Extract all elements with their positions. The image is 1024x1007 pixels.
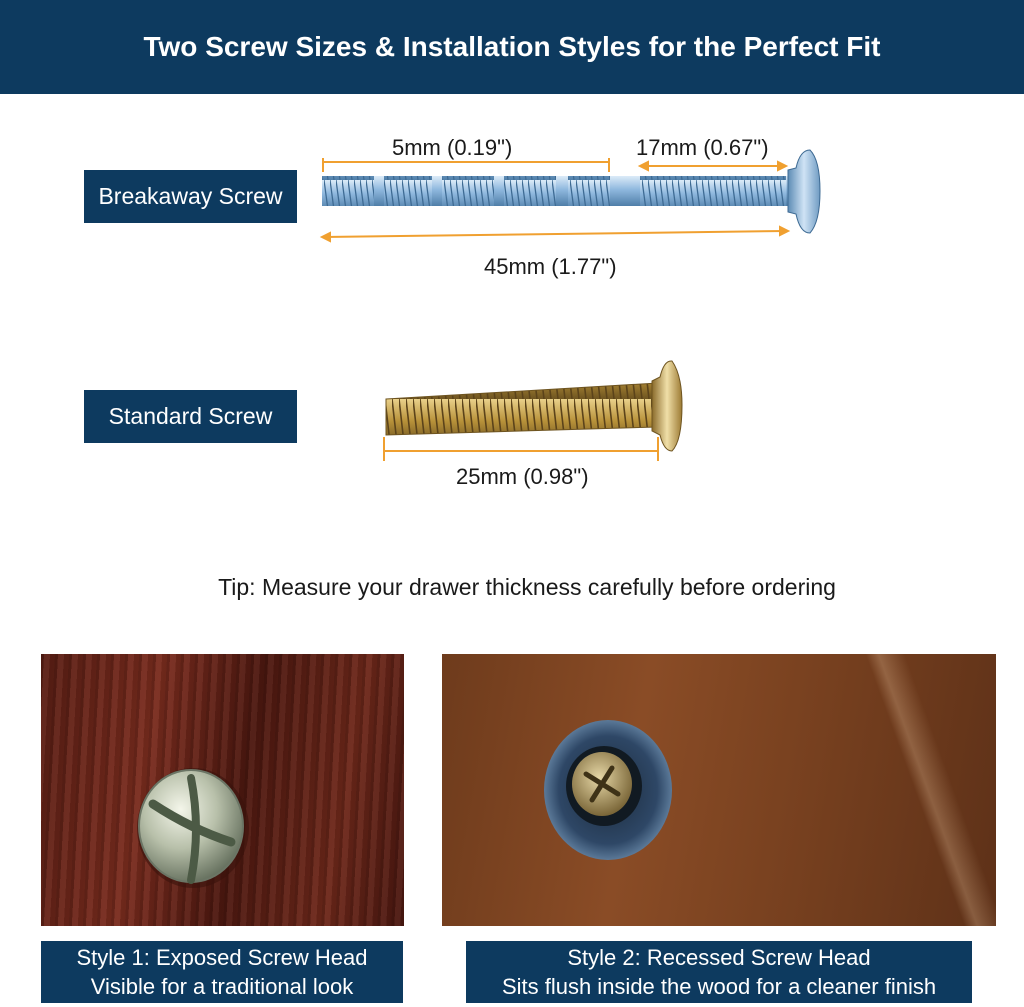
recessed-screw-head-icon bbox=[442, 654, 996, 926]
standard-screw-shaft bbox=[386, 383, 658, 435]
style-2-title: Style 2: Recessed Screw Head bbox=[567, 945, 871, 970]
style-1-title: Style 1: Exposed Screw Head bbox=[76, 945, 368, 970]
breakaway-total-dimension-arrow bbox=[322, 227, 788, 241]
exposed-head-photo bbox=[41, 654, 404, 926]
segment-measure-text: 5mm (0.19") bbox=[392, 135, 513, 160]
style-2-caption bbox=[466, 941, 972, 1003]
breakaway-total-measure-text: 45mm (1.77") bbox=[484, 254, 617, 279]
breakaway-label-text: Breakaway Screw bbox=[98, 183, 283, 209]
page-title: Two Screw Sizes & Installation Styles for the Perfect Fit bbox=[143, 31, 881, 62]
standard-label-text: Standard Screw bbox=[108, 403, 273, 429]
style-1-caption bbox=[41, 941, 403, 1003]
style-2-description: Sits flush inside the wood for a cleaner finish bbox=[501, 974, 937, 999]
breakaway-screw-head bbox=[788, 150, 820, 233]
exposed-screw-head-icon bbox=[41, 654, 404, 926]
segment-dimension-line bbox=[323, 158, 609, 172]
standard-screw-head bbox=[652, 361, 682, 451]
standard-dimension-line bbox=[384, 437, 658, 461]
recessed-head-photo bbox=[442, 654, 996, 926]
breakaway-thread-segments bbox=[322, 176, 786, 206]
standard-screw-illustration bbox=[0, 355, 1024, 475]
head-measure-text: 17mm (0.67") bbox=[636, 135, 769, 160]
style-1-description: Visible for a traditional look bbox=[90, 974, 354, 999]
tip-text: Tip: Measure your drawer thickness carefully before ordering bbox=[218, 574, 836, 600]
standard-total-measure-text: 25mm (0.98") bbox=[456, 464, 589, 489]
breakaway-screw-illustration bbox=[0, 0, 1024, 300]
head-dimension-arrow bbox=[640, 162, 786, 170]
